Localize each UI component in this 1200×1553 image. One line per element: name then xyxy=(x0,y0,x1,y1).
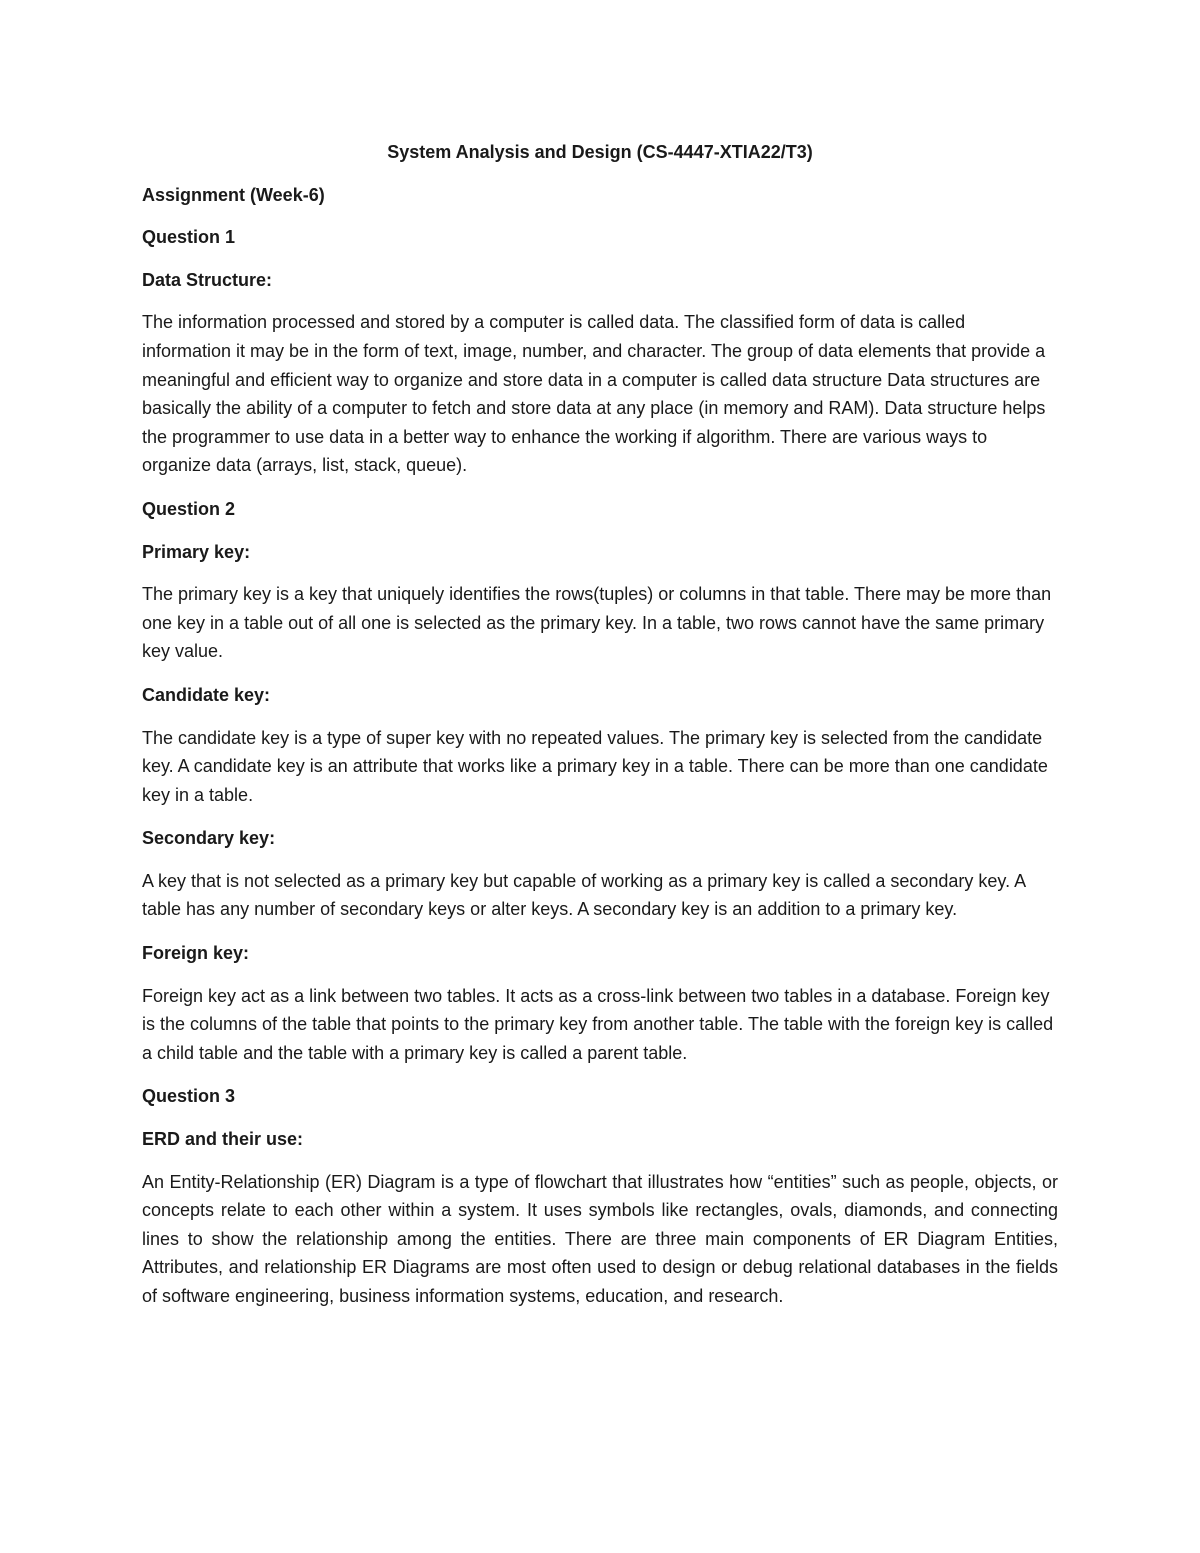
question-2-heading: Question 2 xyxy=(142,498,236,519)
erd-paragraph: An Entity-Relationship (ER) Diagram is a type of flowchart that illustrates how “entities” such as people, objects, or concepts relate to each other within a system. It uses symbols like rectangles, ovals, diamonds, and connecting lines to show the relationship among the entities. There are three main components of ER Diagram Entities, Attributes, and relationship ER Diagrams are most often used to design or debug relational databases in the fields of software engineering, business information systems, education, and research. xyxy=(142,1171,1058,1306)
data-structure-heading: Data Structure: xyxy=(142,269,273,290)
assignment-label: Assignment (Week-6) xyxy=(142,184,325,205)
candidate-key-heading: Candidate key: xyxy=(142,684,271,705)
secondary-key-heading: Secondary key: xyxy=(142,828,276,849)
erd-heading: ERD and their use: xyxy=(142,1129,304,1150)
primary-key-paragraph: The primary key is a key that uniquely identifies the rows(tuples) or columns in that table. There may be more than one key in a table out of all one is selected as the primary key. In a table, two rows cannot have the same primary key value. xyxy=(142,584,1052,662)
question-1-heading: Question 1 xyxy=(142,227,236,248)
document-body xyxy=(142,138,1058,1326)
document-title: System Analysis and Design (CS-4447-XTIA22/T3) xyxy=(387,142,813,162)
secondary-key-paragraph: A key that is not selected as a primary key but capable of working as a primary key is called a secondary key. A table has any number of secondary keys or alter keys. A secondary key is an addition to a primary key. xyxy=(142,870,1026,920)
question-3-heading: Question 3 xyxy=(142,1086,236,1107)
foreign-key-paragraph: Foreign key act as a link between two tables. It acts as a cross-link between two tables in a database. Foreign key is the columns of the table that points to the primary key from another table. The table with the foreign key is called a child table and the table with a primary key is called a parent table. xyxy=(142,985,1054,1063)
foreign-key-heading: Foreign key: xyxy=(142,943,250,964)
candidate-key-paragraph: The candidate key is a type of super key with no repeated values. The primary key is selected from the candidate key. A candidate key is an attribute that works like a primary key in a table. There can be more than one candidate key in a table. xyxy=(142,727,1048,805)
primary-key-heading: Primary key: xyxy=(142,541,251,562)
data-structure-paragraph: The information processed and stored by a computer is called data. The classified form of data is called information it may be in the form of text, image, number, and character. The group of data elements that provide a meaningful and efficient way to organize and store data in a computer is called data structure Data structures are basically the ability of a computer to fetch and store data at any place (in memory and RAM). Data structure helps the programmer to use data in a better way to enhance the working if algorithm. There are various ways to organize data (arrays, list, stack, queue). xyxy=(142,312,1046,476)
